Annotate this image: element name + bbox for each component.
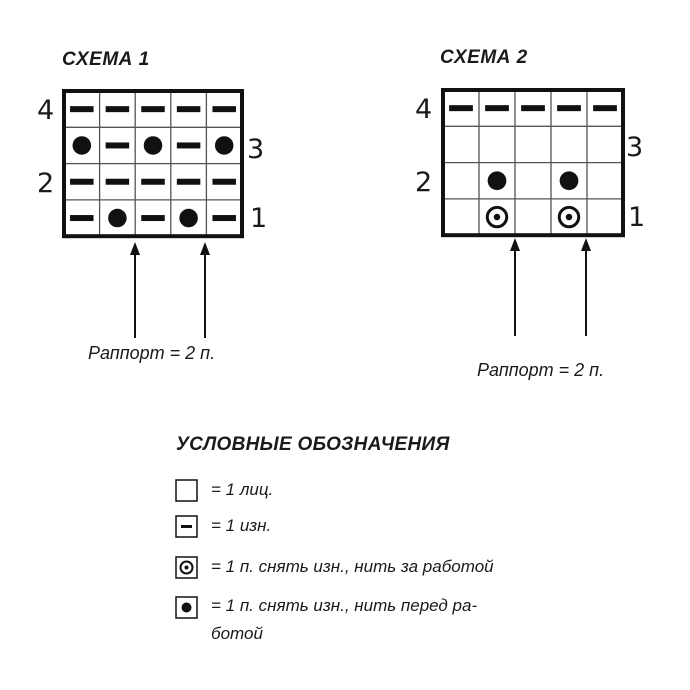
- scheme-2-cell-purl-dash: [449, 105, 473, 111]
- legend-text-slip-front-cont: ботой: [211, 624, 263, 643]
- scheme-1-cell-purl-dash: [106, 179, 129, 185]
- scheme-1-cell-purl-dash: [141, 106, 164, 112]
- scheme-1-cell-slip-front-dot: [108, 209, 127, 228]
- scheme-1-cell-slip-front-dot: [215, 136, 234, 155]
- scheme-2-row-label-2: 2: [415, 167, 433, 198]
- legend-symbol-box-1: [176, 480, 197, 501]
- scheme-1-rapport-label: Раппорт = 2 п.: [88, 343, 216, 363]
- scheme-1-row-label-2: 2: [37, 168, 55, 199]
- scheme-1-cell-purl-dash: [177, 179, 200, 185]
- scheme-2-arrow-left-head: [510, 238, 520, 251]
- scheme-2-title: СХЕМА 2: [440, 47, 528, 68]
- scheme-2-cell-slip-front-dot: [560, 171, 579, 190]
- legend-slip-behind-center: [185, 566, 189, 570]
- legend-text-knit: = 1 лиц.: [211, 480, 274, 499]
- scheme-1-arrow-left-head: [130, 242, 140, 255]
- scheme-2-cell-purl-dash: [521, 105, 545, 111]
- scheme-1-arrow-right-head: [200, 242, 210, 255]
- scheme-1-cell-slip-front-dot: [144, 136, 163, 155]
- legend-text-slip-front: = 1 п. снять изн., нить перед ра-: [211, 596, 478, 615]
- scheme-2-row-label-4: 4: [415, 94, 433, 125]
- scheme-1-row-label-1: 1: [250, 203, 268, 234]
- legend-title: УСЛОВНЫЕ ОБОЗНАЧЕНИЯ: [176, 434, 450, 455]
- scheme-1-cell-purl-dash: [212, 179, 235, 185]
- scheme-1-cell-purl-dash: [177, 106, 200, 112]
- scheme-1-cell-purl-dash: [177, 142, 200, 148]
- scheme-2-cell-purl-dash: [485, 105, 509, 111]
- scheme-1-row-label-3: 3: [247, 134, 265, 165]
- scheme-1-cell-slip-front-dot: [73, 136, 92, 155]
- scheme-2-rapport-label: Раппорт = 2 п.: [477, 360, 605, 380]
- scheme-1-cell-purl-dash: [212, 215, 235, 221]
- scheme-2-cell-slip-front-dot: [488, 171, 507, 190]
- scheme-2-cell-slip-behind-center: [566, 214, 572, 220]
- scheme-1-cell-purl-dash: [141, 215, 164, 221]
- scheme-1-cell-purl-dash: [70, 106, 93, 112]
- scheme-2-cell-slip-behind-center: [494, 214, 500, 220]
- scheme-1-cell-slip-front-dot: [179, 209, 198, 228]
- scheme-2-cell-purl-dash: [557, 105, 581, 111]
- legend-slip-front-dot: [182, 603, 192, 613]
- scheme-1-cell-purl-dash: [212, 106, 235, 112]
- scheme-2-row-label-1: 1: [628, 202, 646, 233]
- legend-purl-dash: [181, 525, 192, 528]
- scheme-1-title: СХЕМА 1: [62, 49, 150, 70]
- scheme-2-row-label-3: 3: [626, 132, 644, 163]
- scheme-1-cell-purl-dash: [141, 179, 164, 185]
- legend-text-purl: = 1 изн.: [211, 516, 272, 535]
- legend-text-slip-behind: = 1 п. снять изн., нить за работой: [211, 557, 494, 576]
- scheme-1-cell-purl-dash: [70, 179, 93, 185]
- scheme-1-cell-purl-dash: [70, 215, 93, 221]
- scheme-1-cell-purl-dash: [106, 106, 129, 112]
- scheme-1-row-label-4: 4: [37, 95, 55, 126]
- scheme-1-cell-purl-dash: [106, 142, 129, 148]
- scheme-2-arrow-right-head: [581, 238, 591, 251]
- scheme-2-cell-purl-dash: [593, 105, 617, 111]
